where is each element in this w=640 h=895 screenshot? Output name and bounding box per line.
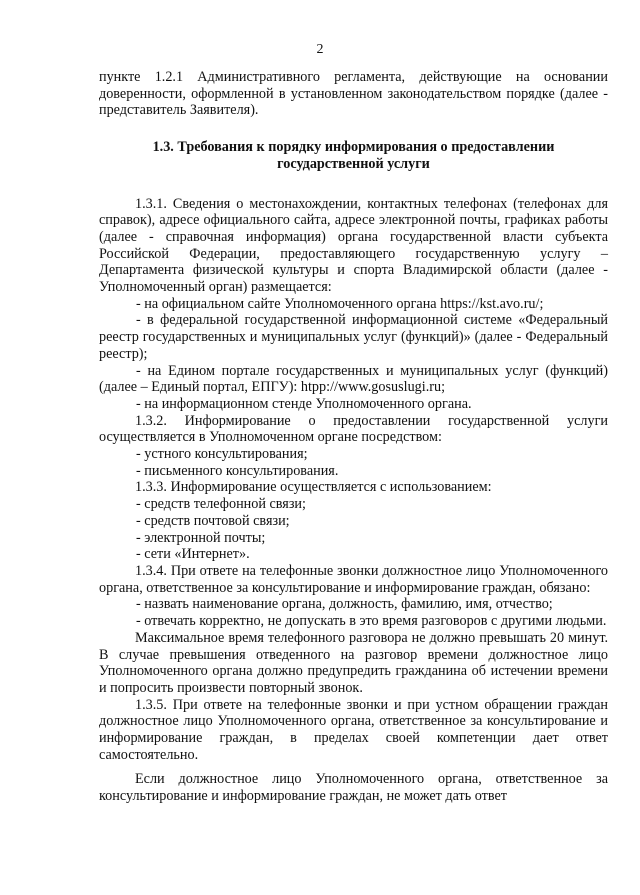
paragraph-cannot-answer: Если должностное лицо Уполномоченного органа, ответственное за консультирование и информирование граждан, не может дать ответ bbox=[99, 771, 608, 805]
list-item-introduce: - назвать наименование органа, должность, фамилию, имя, отчество; bbox=[136, 596, 553, 613]
list-item-official-site: - на официальном сайте Уполномоченного органа https://kst.avo.ru/; bbox=[136, 295, 544, 312]
paragraph-max-time: Максимальное время телефонного разговора не должно превышать 20 минут. В случае превышения отведенного на разговор времени должностное лицо Уполномоченного органа должно предупредить гражданина об истечении времени и попросить произвести повторный звонок. bbox=[99, 629, 608, 696]
section-heading bbox=[99, 139, 608, 172]
paragraph-1-3-2: 1.3.2. Информирование о предоставлении государственной услуги осуществляется в Уполномоченном органе посредством: bbox=[99, 412, 608, 446]
page-body bbox=[99, 69, 608, 805]
section-heading-line-2: государственной услуги bbox=[277, 155, 430, 172]
list-item-info-stand: - на информационном стенде Уполномоченного органа. bbox=[136, 395, 472, 412]
paragraph-1-3-1: 1.3.1. Сведения о местонахождении, контактных телефонах (телефонах для справок), адресе официального сайта, адресе электронной почты, графиках работы (далее - справочная информация) органа государственной власти субъекта Российской Федерации, предоставляющего государственную услугу – Департамента физической культуры и спорта Владимирской области (далее - Уполномоченный орган) размещается: bbox=[99, 195, 608, 296]
list-item-correct: - отвечать корректно, не допускать в это время разговоров с другими людьми. bbox=[136, 613, 607, 630]
paragraph-continuation: пункте 1.2.1 Административного регламента, действующие на основании доверенности, оформленной в установленном законодательством порядке (далее - представитель Заявителя). bbox=[99, 69, 608, 119]
list-item-oral-consulting: - устного консультирования; bbox=[136, 446, 308, 463]
paragraph-1-3-3: 1.3.3. Информирование осуществляется с использованием: bbox=[135, 479, 492, 496]
list-item-federal-registry: - в федеральной государственной информационной системе «Федеральный реестр государственных и муниципальных услуг (функций)» (далее - Федеральный реестр); bbox=[99, 312, 608, 362]
list-item-internet: - сети «Интернет». bbox=[136, 546, 250, 563]
list-item-phone: - средств телефонной связи; bbox=[136, 496, 306, 513]
paragraph-1-3-4: 1.3.4. При ответе на телефонные звонки должностное лицо Уполномоченного органа, ответственное за консультирование и информирование граждан, обязано: bbox=[99, 562, 608, 596]
paragraph-1-3-5: 1.3.5. При ответе на телефонные звонки и при устном обращении граждан должностное лицо Уполномоченного органа, ответственное за консультирование и информирование граждан, в пределах своей компетенции дает ответ самостоятельно. bbox=[99, 696, 608, 763]
list-item-email: - электронной почты; bbox=[136, 529, 266, 546]
page-number: 2 bbox=[316, 42, 324, 57]
list-item-written-consulting: - письменного консультирования. bbox=[136, 462, 339, 479]
list-item-unified-portal: - на Едином портале государственных и муниципальных услуг (функций) (далее – Единый портал, ЕПГУ): htpp://www.gosuslugi.ru; bbox=[99, 362, 608, 396]
list-item-post: - средств почтовой связи; bbox=[136, 512, 290, 529]
section-heading-line-1: 1.3. Требования к порядку информирования о предоставлении bbox=[152, 139, 555, 156]
